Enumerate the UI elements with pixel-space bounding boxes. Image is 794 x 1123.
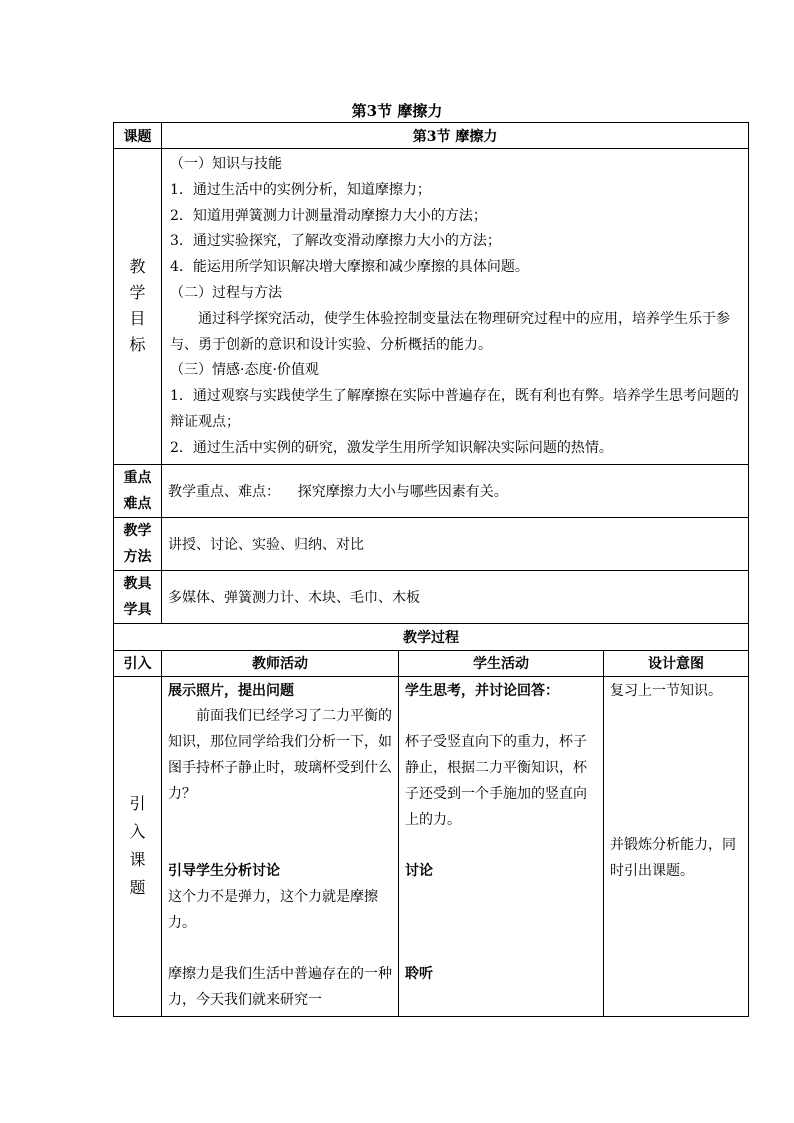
emotion-heading: （三）情感·态度·价值观: [170, 362, 319, 379]
key-points-row: [114, 464, 749, 517]
teacher-activity: [162, 676, 399, 1016]
intent-paragraph-2: 并锻炼分析能力，同时引出课题。: [610, 837, 736, 880]
design-intent: [604, 676, 749, 1016]
objectives-label: 教 学 目 标: [114, 149, 162, 465]
student-heading-1: 学生思考，并讨论回答：: [405, 682, 559, 699]
topic-row: [114, 123, 749, 149]
method-row: [114, 517, 749, 570]
method-label: 教学 方法: [114, 517, 162, 570]
process-heading: （二）过程与方法: [170, 284, 282, 301]
objectives-content: [162, 149, 749, 465]
teacher-paragraph-2: 这个力不是弹力，这个力就是摩擦力。: [168, 888, 378, 931]
tools-label: 教具 学具: [114, 570, 162, 623]
lesson-plan-table: [113, 122, 749, 1017]
student-heading-2: 讨论: [405, 863, 433, 880]
tools-row: [114, 570, 749, 623]
teacher-heading-1: 展示照片，提出问题: [168, 682, 294, 699]
topic-label: 课题: [114, 123, 162, 149]
key-points-label: 重点 难点: [114, 464, 162, 517]
topic-value: 第3节 摩擦力: [162, 123, 749, 149]
process-column-headers: [114, 650, 749, 676]
column-header-stage: 引入: [114, 650, 162, 676]
emotion-item: 1．通过观察与实践使学生了解摩擦在实际中普遍存在，既有利也有弊。培养学生思考问题的辩证观点；: [170, 388, 739, 430]
column-header-teacher: 教师活动: [162, 650, 399, 676]
method-value: 讲授、讨论、实验、归纳、对比: [162, 517, 749, 570]
page-title: 第3节 摩擦力: [351, 102, 443, 120]
teacher-paragraph-3: 摩擦力是我们生活中普遍存在的一种力，今天我们就来研究一: [168, 966, 392, 1009]
teacher-paragraph-1: 前面我们已经学习了二力平衡的知识，那位同学给我们分析一下，如图手持杯子静止时，玻璃杯受到什么力？: [168, 708, 392, 802]
objectives-row: [114, 149, 749, 465]
intro-stage-row: [114, 676, 749, 1016]
knowledge-item: 1．通过生活中的实例分析，知道摩擦力；: [170, 181, 431, 198]
process-text: 通过科学探究活动，使学生体验控制变量法在物理研究过程中的应用，培养学生乐于参与、勇于创新的意识和设计实验、分析概括的能力。: [170, 310, 730, 353]
emotion-item: 2．通过生活中实例的研究，激发学生用所学知识解决实际问题的热情。: [170, 439, 613, 456]
tools-value: 多媒体、弹簧测力计、木块、毛巾、木板: [162, 570, 749, 623]
key-points-value: 教学重点、难点： 探究摩擦力大小与哪些因素有关。: [162, 464, 749, 517]
knowledge-item: 2．知道用弹簧测力计测量滑动摩擦力大小的方法；: [170, 207, 487, 224]
student-paragraph-1: 杯子受竖直向下的重力，杯子静止，根据二力平衡知识，杯子还受到一个手施加的竖直向上的力。: [405, 734, 587, 828]
student-activity: [399, 676, 604, 1016]
knowledge-item: 4．能运用所学知识解决增大摩擦和减少摩擦的具体问题。: [170, 259, 529, 276]
teacher-heading-2: 引导学生分析讨论: [168, 863, 280, 880]
knowledge-item: 3．通过实验探究，了解改变滑动摩擦力大小的方法；: [170, 233, 501, 250]
knowledge-heading: （一）知识与技能: [170, 156, 282, 172]
intro-stage-label: 引 入 课 题: [114, 676, 162, 1016]
intent-paragraph-1: 复习上一节知识。: [610, 682, 722, 699]
column-header-student: 学生活动: [399, 650, 604, 676]
process-heading-row: [114, 623, 749, 650]
column-header-intent: 设计意图: [604, 650, 749, 676]
student-heading-3: 聆听: [405, 966, 433, 983]
process-heading: 教学过程: [114, 623, 749, 650]
